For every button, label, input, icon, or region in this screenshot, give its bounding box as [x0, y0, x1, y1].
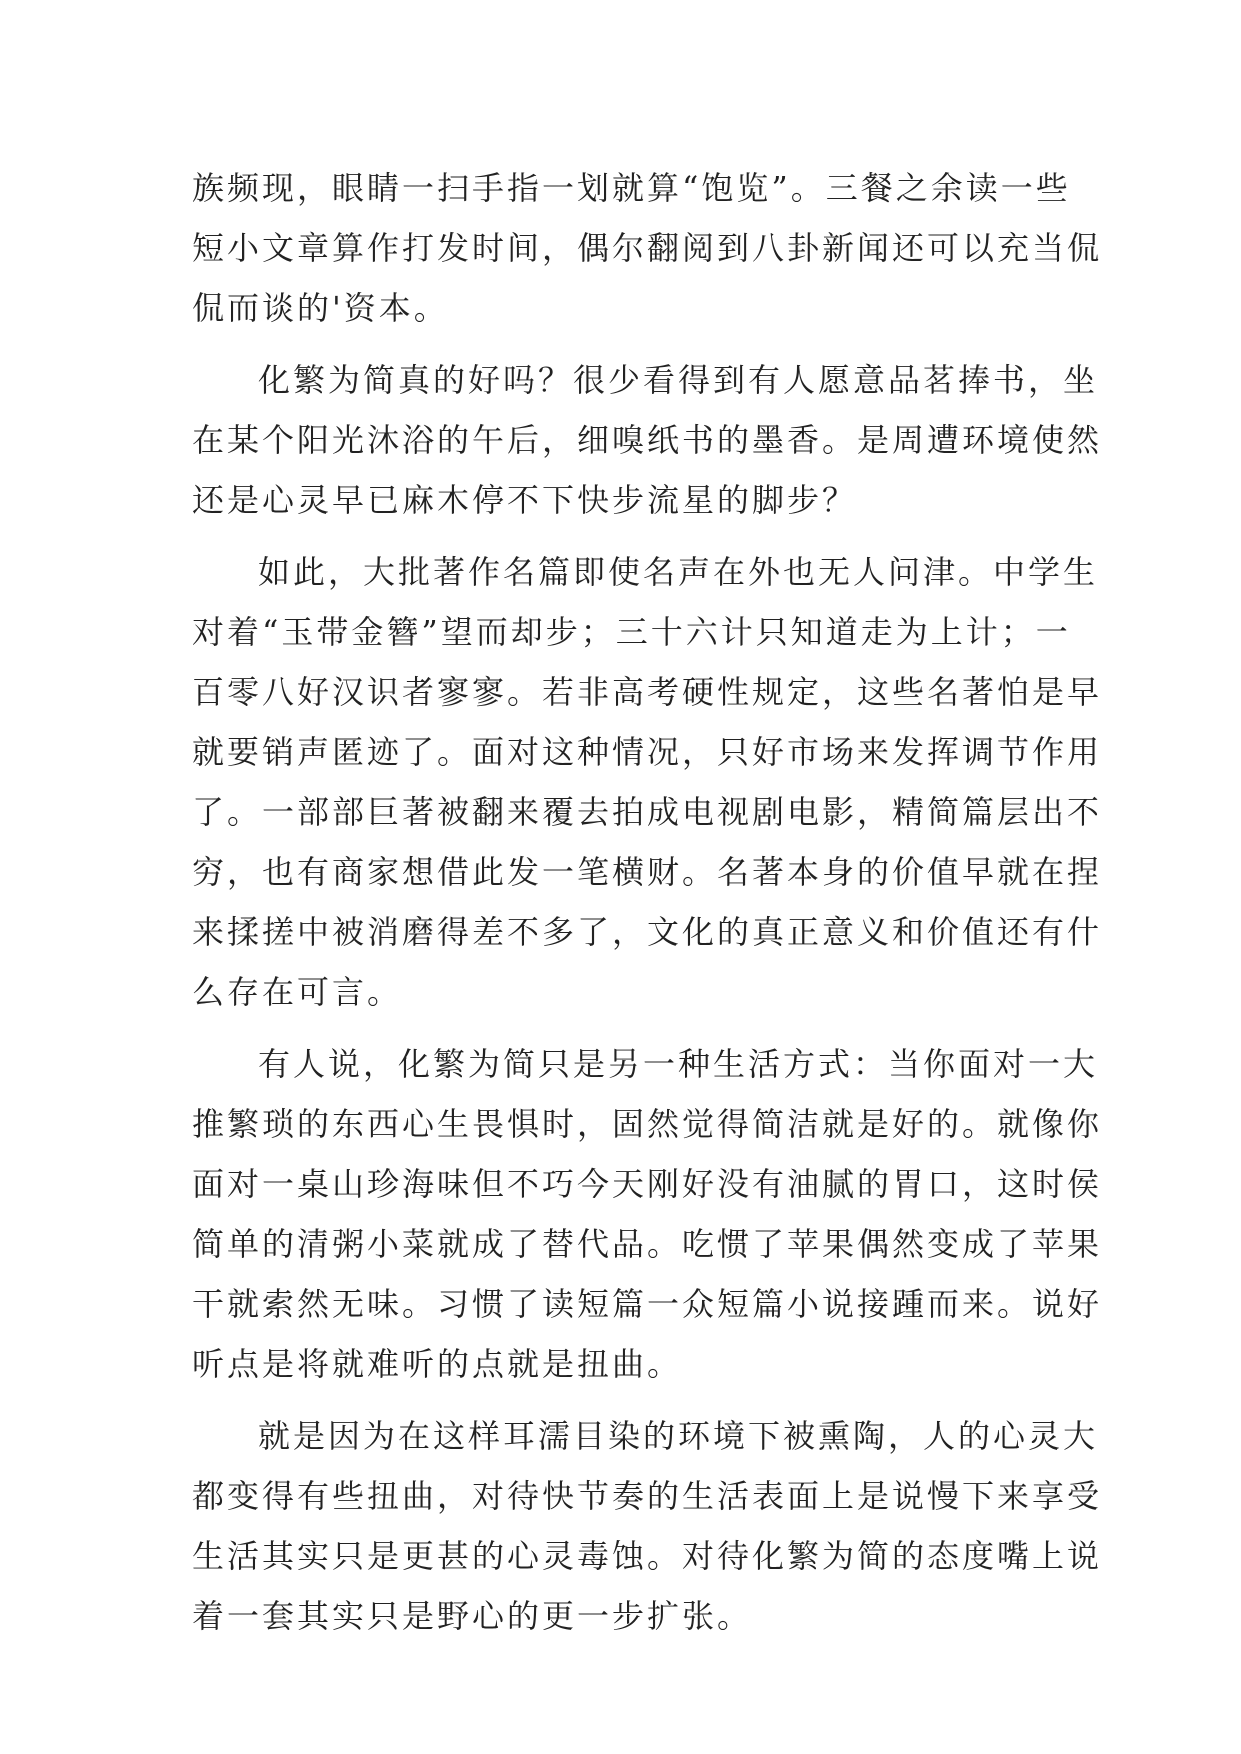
essay-body	[192, 158, 1103, 1646]
text-line: 百零八好汉识者寥寥。若非高考硬性规定，这些名著怕是早	[192, 673, 1103, 711]
text-line: 面对一桌山珍海味但不巧今天刚好没有油腻的胃口，这时侯	[192, 1165, 1103, 1203]
text-line: 就要销声匿迹了。面对这种情况，只好市场来发挥调节作用	[192, 733, 1103, 771]
text-line: 有人说，化繁为简只是另一种生活方式：当你面对一大	[258, 1045, 1099, 1083]
text-line: 穷，也有商家想借此发一笔横财。名著本身的价值早就在捏	[192, 853, 1103, 891]
text-line: 么存在可言。	[192, 973, 403, 1011]
text-line: 生活其实只是更甚的心灵毒蚀。对待化繁为简的态度嘴上说	[192, 1537, 1103, 1575]
text-line: 来揉搓中被消磨得差不多了，文化的真正意义和价值还有什	[192, 913, 1103, 951]
text-line: 了。一部部巨著被翻来覆去拍成电视剧电影，精简篇层出不	[192, 793, 1103, 831]
text-line: 侃而谈的'资本。	[192, 289, 449, 327]
paragraph-3	[192, 542, 1103, 1022]
text-line: 都变得有些扭曲，对待快节奏的生活表面上是说慢下来享受	[192, 1477, 1103, 1515]
text-line: 对着“玉带金簪”望而却步；三十六计只知道走为上计；一	[192, 613, 1071, 651]
paragraph-1	[192, 158, 1103, 338]
text-line: 干就索然无味。习惯了读短篇一众短篇小说接踵而来。说好	[192, 1285, 1103, 1323]
paragraph-4	[192, 1034, 1103, 1394]
text-line: 短小文章算作打发时间，偶尔翻阅到八卦新闻还可以充当侃	[192, 229, 1103, 267]
text-line: 在某个阳光沐浴的午后，细嗅纸书的墨香。是周遭环境使然	[192, 421, 1103, 459]
text-line: 族频现，眼睛一扫手指一划就算“饱览”。三餐之余读一些	[192, 169, 1071, 207]
text-line: 简单的清粥小菜就成了替代品。吃惯了苹果偶然变成了苹果	[192, 1225, 1103, 1263]
paragraph-2	[192, 350, 1103, 530]
text-line: 如此，大批著作名篇即使名声在外也无人问津。中学生	[258, 553, 1099, 591]
text-line: 推繁琐的东西心生畏惧时，固然觉得简洁就是好的。就像你	[192, 1105, 1103, 1143]
text-line: 就是因为在这样耳濡目染的环境下被熏陶，人的心灵大	[258, 1417, 1099, 1455]
text-line: 还是心灵早已麻木停不下快步流星的脚步？	[192, 481, 858, 519]
text-line: 听点是将就难听的点就是扭曲。	[192, 1345, 683, 1383]
text-line: 着一套其实只是野心的更一步扩张。	[192, 1597, 753, 1635]
text-line: 化繁为简真的好吗？很少看得到有人愿意品茗捧书，坐	[258, 361, 1099, 399]
paragraph-5	[192, 1406, 1103, 1646]
